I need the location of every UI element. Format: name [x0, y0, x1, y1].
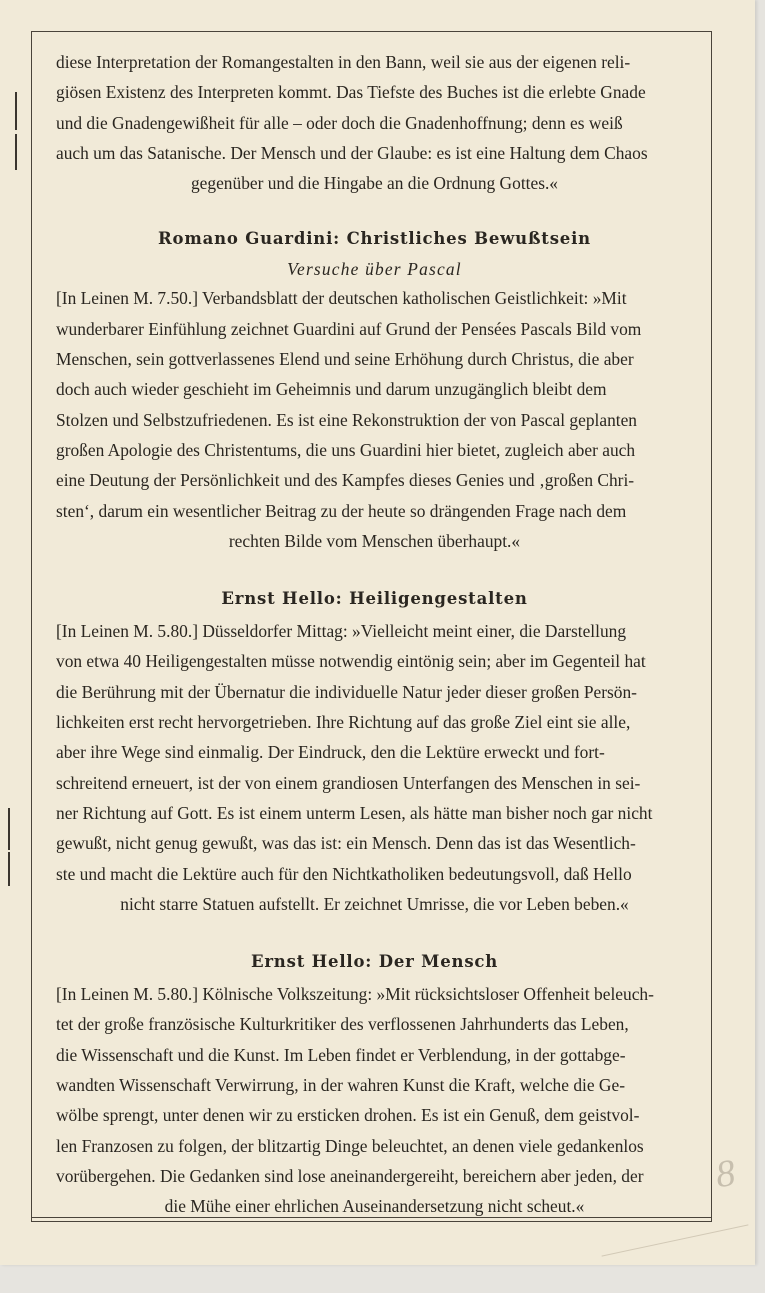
text-line: Menschen, sein gottverlassenes Elend und seine Erhöhung durch Christus, die aber [56, 349, 634, 370]
text-line: ner Richtung auf Gott. Es ist einem unterm Lesen, als hätte man bisher noch gar nicht [56, 802, 653, 823]
text-line: [In Leinen M. 5.80.] Kölnische Volkszeitung: »Mit rücksichtsloser Offenheit beleuch- [56, 984, 654, 1005]
text-line: und die Gnadengewißheit für alle – oder doch die Gnadenhoffnung; denn es weiß [56, 112, 623, 133]
paper-crease [602, 1224, 749, 1256]
text-line: lichkeiten erst recht hervorgetrieben. Ihre Richtung auf das große Ziel eint sie alle, [56, 712, 631, 733]
text-line: auch um das Satanische. Der Mensch und der Glaube: es ist eine Haltung dem Chaos [56, 142, 648, 163]
entry-text [56, 979, 693, 1191]
text-line: giösen Existenz des Interpreten kommt. Das Tiefste des Buches ist die erlebte Gnade [56, 82, 646, 103]
entry-title: Ernst Hello: Heiligengestalten [221, 589, 528, 609]
text-line: eine Deutung der Persönlichkeit und des Kampfes dieses Genies und ‚großen Chri- [56, 470, 635, 491]
text-line: sten‘, darum ein wesentlicher Beitrag zu der heute so drängenden Frage nach dem [56, 500, 627, 521]
margin-mark [8, 852, 10, 886]
entry-title: Ernst Hello: Der Mensch [250, 952, 499, 972]
text-line: [In Leinen M. 7.50.] Verbandsblatt der deutschen katholischen Geistlichkeit: »Mit [56, 288, 627, 309]
entry-hello-der-mensch [56, 952, 693, 1221]
intro-text [56, 47, 693, 168]
text-line: diese Interpretation der Romangestalten in den Bann, weil sie aus der eigenen reli- [56, 52, 631, 72]
entry-closing-line: rechten Bilde vom Menschen überhaupt.« [228, 530, 521, 551]
text-line: großen Apologie des Christentums, die uns Guardini hier bietet, zugleich aber auch [56, 439, 636, 460]
text-line: [In Leinen M. 5.80.] Düsseldorfer Mittag: »Vielleicht meint einer, die Darstellung [56, 621, 627, 642]
text-line: tet der große französische Kulturkritiker des verflossenen Jahrhunderts das Leben, [56, 1014, 629, 1035]
text-line: schreitend erneuert, ist der von einem grandiosen Unterfangen des Menschen in sei- [56, 772, 641, 793]
text-line: wölbe sprengt, unter denen wir zu ersticken drohen. Es ist ein Genuß, dem geistvol- [56, 1105, 640, 1126]
entry-guardini [56, 229, 693, 556]
text-line: die Wissenschaft und die Kunst. Im Leben findet er Verblendung, in der gottabge- [56, 1044, 626, 1065]
intro-paragraph [56, 47, 693, 198]
entry-title: Romano Guardini: Christliches Bewußtsein [158, 229, 591, 249]
entry-closing-line: die Mühe einer ehrlichen Auseinandersetzung nicht scheut.« [164, 1196, 585, 1217]
margin-mark [8, 808, 10, 850]
entry-text [56, 616, 693, 889]
entry-subtitle: Versuche über Pascal [287, 259, 462, 280]
text-line: ste und macht die Lektüre auch für den Nichtkatholiken bedeutungsvoll, daß Hello [56, 863, 632, 884]
margin-mark [15, 134, 17, 170]
text-line: Stolzen und Selbstzufriedenen. Es ist eine Rekonstruktion der von Pascal geplanten [56, 409, 638, 430]
entry-closing-line: nicht starre Statuen aufstellt. Er zeichnet Umrisse, die vor Leben beben.« [120, 893, 629, 914]
page-content [56, 47, 693, 1222]
text-line: wandten Wissenschaft Verwirrung, in der wahren Kunst die Kraft, welche die Ge- [56, 1075, 625, 1096]
margin-mark [15, 92, 17, 130]
text-line: len Franzosen zu folgen, der blitzartig Dinge beleuchtet, an denen viele gedankenlos [56, 1135, 644, 1156]
text-line: doch auch wieder geschieht im Geheimnis und darum unzugänglich bleibt dem [56, 379, 607, 400]
text-line: aber ihre Wege sind einmalig. Der Eindruck, den die Lektüre erweckt und fort- [56, 742, 605, 763]
text-line: von etwa 40 Heiligengestalten müsse notwendig eintönig sein; aber im Gegenteil hat [56, 651, 646, 672]
text-line: wunderbarer Einfühlung zeichnet Guardini auf Grund der Pensées Pascals Bild vom [56, 318, 642, 339]
text-line: gewußt, nicht genug gewußt, was das ist: ein Mensch. Denn das ist das Wesentlich- [56, 833, 636, 854]
entry-hello-heiligengestalten [56, 589, 693, 919]
text-line: vorübergehen. Die Gedanken sind lose aneinandergereiht, bereichern aber jeden, der [56, 1165, 644, 1186]
entry-text [56, 283, 693, 525]
intro-closing-line: gegenüber und die Hingabe an die Ordnung Gottes.« [190, 173, 559, 194]
text-line: die Berührung mit der Übernatur die individuelle Natur jeder dieser großen Persön- [56, 681, 637, 702]
page-number: 8 [713, 1151, 738, 1197]
